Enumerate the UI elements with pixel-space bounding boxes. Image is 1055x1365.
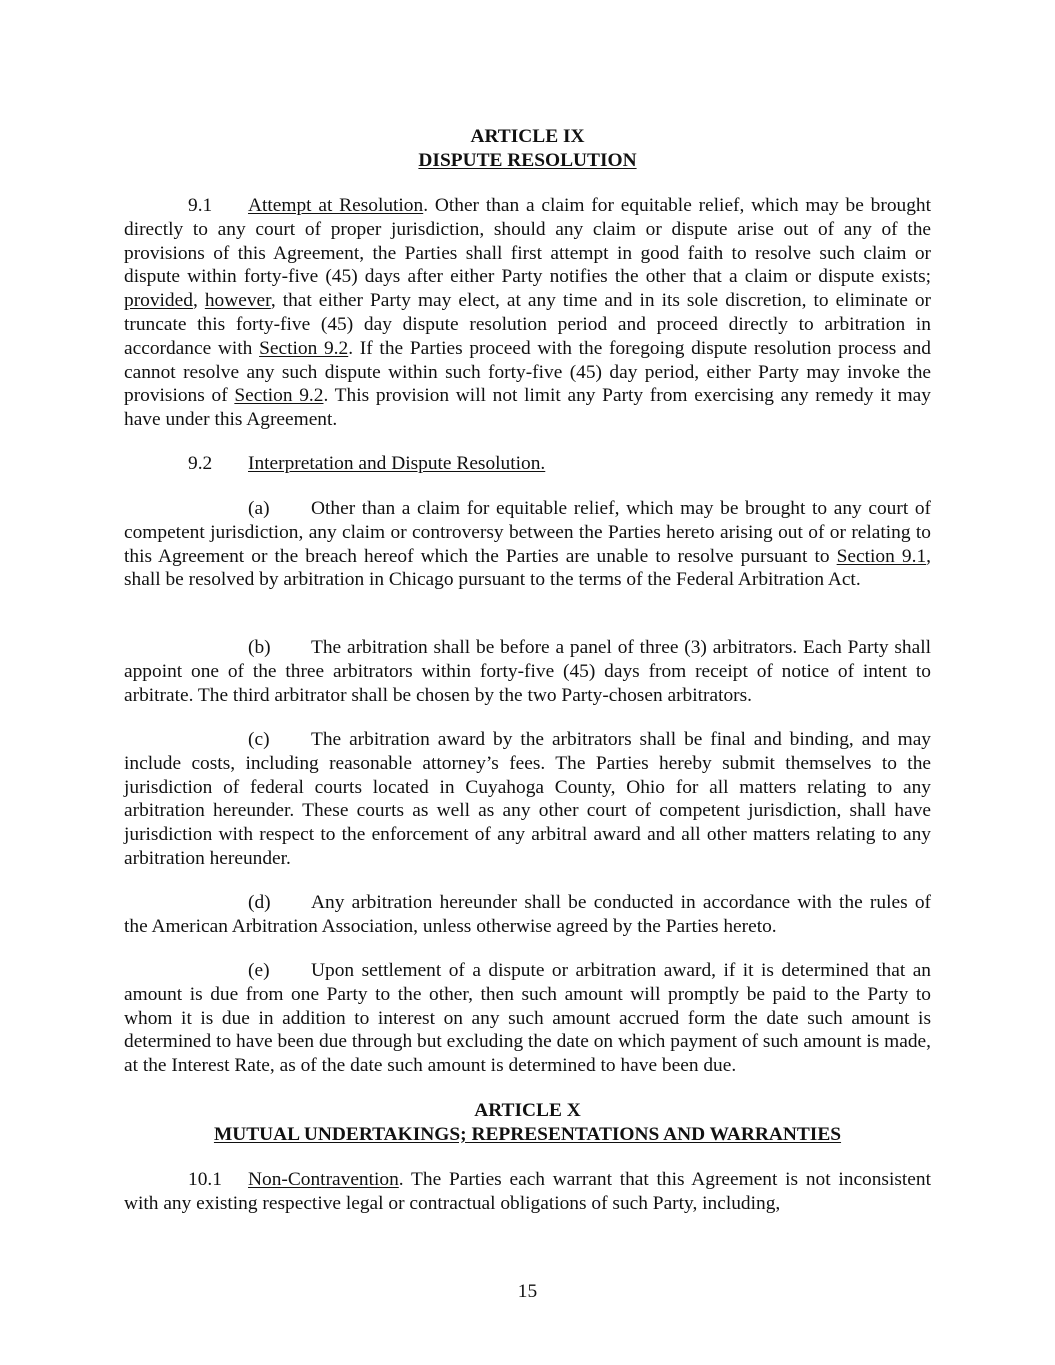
section-10-1-number: 10.1 — [188, 1169, 222, 1190]
section-9-1-reference: Section 9.1 — [836, 545, 927, 567]
subsection-d-label: (d) — [248, 892, 271, 913]
article-10-label: ARTICLE X — [474, 1100, 581, 1121]
subsection-c-label: (c) — [248, 729, 270, 750]
section-9-2-e — [124, 959, 931, 1078]
article-9-heading — [124, 125, 931, 173]
section-9-2-a — [124, 497, 931, 592]
article-9-label: ARTICLE IX — [470, 126, 585, 147]
subsection-c-text: The arbitration award by the arbitrators shall be final and binding, and may include costs, including reasonable attorney’s fees. The Parties hereby submit themselves to the jurisdiction of federal courts located in Cuyahoga County, Ohio for all matters relating to any arbitration hereunder. These courts as well as any other court of competent jurisdiction, shall have jurisdiction with respect to the enforcement of any arbitral award and all other matters relating to any arbitration hereunder. — [124, 729, 931, 869]
subsection-d-text: Any arbitration hereunder shall be conducted in accordance with the rules of the American Arbitration Association, unless otherwise agreed by the Parties hereto. — [124, 892, 931, 937]
subsection-a-text-1: Other than a claim for equitable relief, which may be brought to any court of competent jurisdiction, any claim or controversy between the Parties hereto arising out of or relating to this Agreement or the breach hereof which the Parties are unable to resolve pursuant to — [124, 498, 931, 567]
section-9-2-number: 9.2 — [188, 453, 213, 474]
section-9-1-text-2: , that either Party may elect, at any time and in its sole discretion, to eliminate or truncate this forty-five (45) day dispute resolution period and proceed directly to arbitration in accordance with — [124, 290, 931, 359]
section-9-2-c — [124, 728, 931, 871]
section-9-1-text-4: . This provision will not limit any Party from exercising any remedy it may have under this Agreement. — [124, 385, 931, 431]
section-9-2-reference-1: Section 9.2 — [259, 337, 349, 359]
section-9-2-d — [124, 891, 931, 939]
subsection-e-label: (e) — [248, 960, 270, 981]
subsection-e-text: Upon settlement of a dispute or arbitration award, if it is determined that an amount is due from one Party to the other, then such amount will promptly be paid to the Party to whom it is due in addition to interest on any such amount accrued form the date such amount is determined to have been due through but excluding the date on which payment of such amount is made, at the Interest Rate, as of the date such amount is determined to have been due. — [124, 960, 931, 1077]
subsection-b-label: (b) — [248, 637, 271, 658]
however-term: however — [204, 290, 271, 312]
section-9-2-reference-2: Section 9.2 — [234, 385, 324, 407]
section-10-1 — [124, 1168, 931, 1216]
section-9-1 — [124, 194, 931, 432]
section-9-2-heading: Interpretation and Dispute Resolution. — [248, 453, 546, 474]
article-10-title: MUTUAL UNDERTAKINGS; REPRESENTATIONS AND WARRANTIES — [213, 1123, 842, 1145]
section-9-2 — [124, 452, 931, 476]
subsection-a-text-2: , shall be resolved by arbitration in Chicago pursuant to the terms of the Federal Arbitration Act. — [124, 545, 931, 591]
section-9-1-comma: , — [192, 290, 205, 312]
section-9-1-heading: Attempt at Resolution — [248, 195, 424, 216]
section-9-1-number: 9.1 — [188, 195, 213, 216]
section-10-1-heading: Non-Contravention — [248, 1169, 399, 1190]
section-9-1-text-1: . Other than a claim for equitable relief, which may be brought directly to any court of proper jurisdiction, should any claim or dispute arise out of any of the provisions of this Agreement, the Parties shall first attempt in good faith to resolve such claim or dispute within forty-five (45) days after either Party notifies the other that a claim or dispute exists; — [124, 195, 931, 288]
section-9-1-text-3: . If the Parties proceed with the foregoing dispute resolution process and cannot resolve any such dispute within such forty-five (45) day period, either Party may invoke the provisions of — [124, 337, 931, 407]
subsection-b-text: The arbitration shall be before a panel of three (3) arbitrators. Each Party shall appoint one of the three arbitrators within forty-five (45) days from receipt of notice of intent to arbitrate. The third arbitrator shall be chosen by the two Party-chosen arbitrators. — [124, 637, 931, 706]
section-9-2-b — [124, 636, 931, 707]
subsection-a-label: (a) — [248, 498, 270, 519]
section-10-1-text: . The Parties each warrant that this Agreement is not inconsistent with any existing respective legal or contractual obligations of such Party, including, — [124, 1169, 931, 1214]
provided-term: provided — [124, 290, 193, 312]
article-9-title: DISPUTE RESOLUTION — [418, 149, 637, 171]
page-number: 15 — [517, 1281, 538, 1302]
article-10-heading — [124, 1099, 931, 1147]
